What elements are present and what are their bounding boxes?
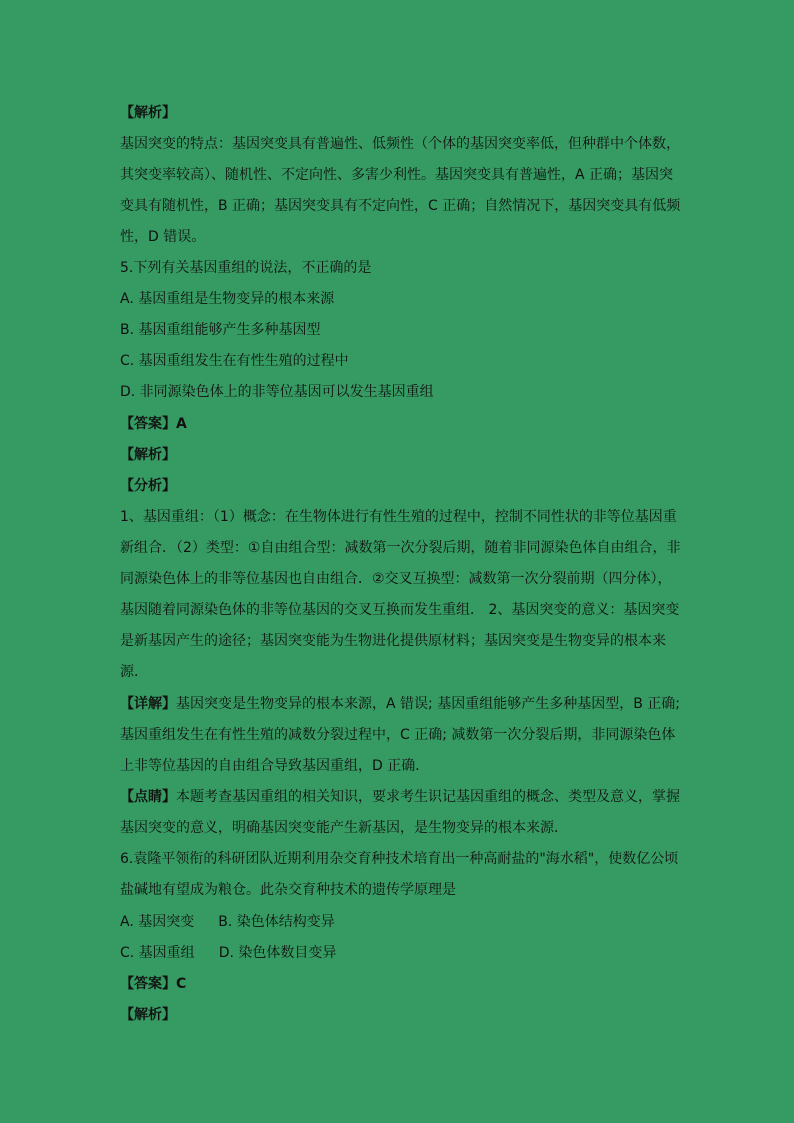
- q6-option-b: B. 染色体结构变异: [218, 914, 335, 930]
- q4-analysis-heading: 【解析】: [120, 105, 176, 121]
- q5-xiangjie-line: 基因重组发生在有性生殖的减数分裂过程中，C 正确; 减数第一次分裂后期，非同源染色体: [120, 727, 676, 743]
- q5-stem: 5.下列有关基因重组的说法，不正确的是: [120, 260, 372, 276]
- q6-stem-line: 6.袁隆平领衔的科研团队近期利用杂交育种技术培育出一种高耐盐的"海水稻"，使数亿公顷: [120, 851, 679, 867]
- q6-option-d: D. 染色体数目变异: [218, 945, 337, 961]
- q6-option-c: C. 基因重组: [120, 945, 195, 961]
- xiangjie-text: 基因突变是生物变异的根本来源，A 错误; 基因重组能够产生多种基因型，B 正确;: [176, 696, 680, 712]
- q6-option-a: A. 基因突变: [120, 914, 195, 930]
- q5-option-c: C. 基因重组发生在有性生殖的过程中: [120, 353, 349, 369]
- q5-dianjing-line: [120, 787, 680, 807]
- dianjing-label: 【点睛】: [120, 789, 176, 805]
- q4-analysis-line: 性，D 错误。: [120, 229, 206, 245]
- q5-fenxi-line: 同源染色体上的非等位基因也自由组合．②交叉互换型：减数第一次分裂前期（四分体），: [120, 571, 672, 587]
- q4-analysis-line: 基因突变的特点：基因突变具有普遍性、低频性（个体的基因突变率低，但种群中个体数，: [120, 136, 680, 152]
- q5-fenxi-line: 源．: [120, 664, 148, 680]
- q5-option-b: B. 基因重组能够产生多种基因型: [120, 322, 321, 338]
- q5-dianjing-line: 基因突变的意义，明确基因突变能产生新基因，是生物变异的根本来源．: [120, 820, 568, 836]
- xiangjie-label: 【详解】: [120, 696, 176, 712]
- dianjing-text: 本题考查基因重组的相关知识，要求考生识记基因重组的概念、类型及意义，掌握: [176, 789, 680, 805]
- q5-xiangjie-line: 上非等位基因的自由组合导致基因重组，D 正确．: [120, 758, 430, 774]
- q6-analysis-heading: 【解析】: [120, 1007, 176, 1023]
- q5-option-d: D. 非同源染色体上的非等位基因可以发生基因重组: [120, 384, 434, 400]
- q5-fenxi-line: 新组合．（2）类型：①自由组合型：减数第一次分裂后期，随着非同源染色体自由组合，非: [120, 540, 681, 556]
- q6-stem-line: 盐碱地有望成为粮仓。此杂交育种技术的遗传学原理是: [120, 882, 456, 898]
- q5-fenxi-line: 1、基因重组：（1）概念：在生物体进行有性生殖的过程中，控制不同性状的非等位基因重: [120, 509, 677, 525]
- q5-answer: 【答案】A: [120, 416, 187, 432]
- q5-fenxi-line: 基因随着同源染色体的非等位基因的交叉互换而发生重组． 2、基因突变的意义：基因突变: [120, 602, 680, 618]
- q5-analysis-heading: 【解析】: [120, 447, 176, 463]
- q6-options-row: [120, 912, 680, 932]
- q5-option-a: A. 基因重组是生物变异的根本来源: [120, 291, 335, 307]
- q6-options-row: [120, 943, 680, 963]
- q5-xiangjie-line: [120, 694, 680, 714]
- q6-answer: 【答案】C: [120, 976, 187, 992]
- q4-analysis-line: 变具有随机性，B 正确；基因突变具有不定向性，C 正确；自然情况下，基因突变具有低频: [120, 198, 681, 214]
- q5-fenxi-line: 是新基因产生的途径；基因突变能为生物进化提供原材料；基因突变是生物变异的根本来: [120, 633, 666, 649]
- q4-analysis-line: 其突变率较高）、随机性、不定向性、多害少利性。基因突变具有普遍性，A 正确；基因突: [120, 167, 674, 183]
- q5-fenxi-heading: 【分析】: [120, 478, 176, 494]
